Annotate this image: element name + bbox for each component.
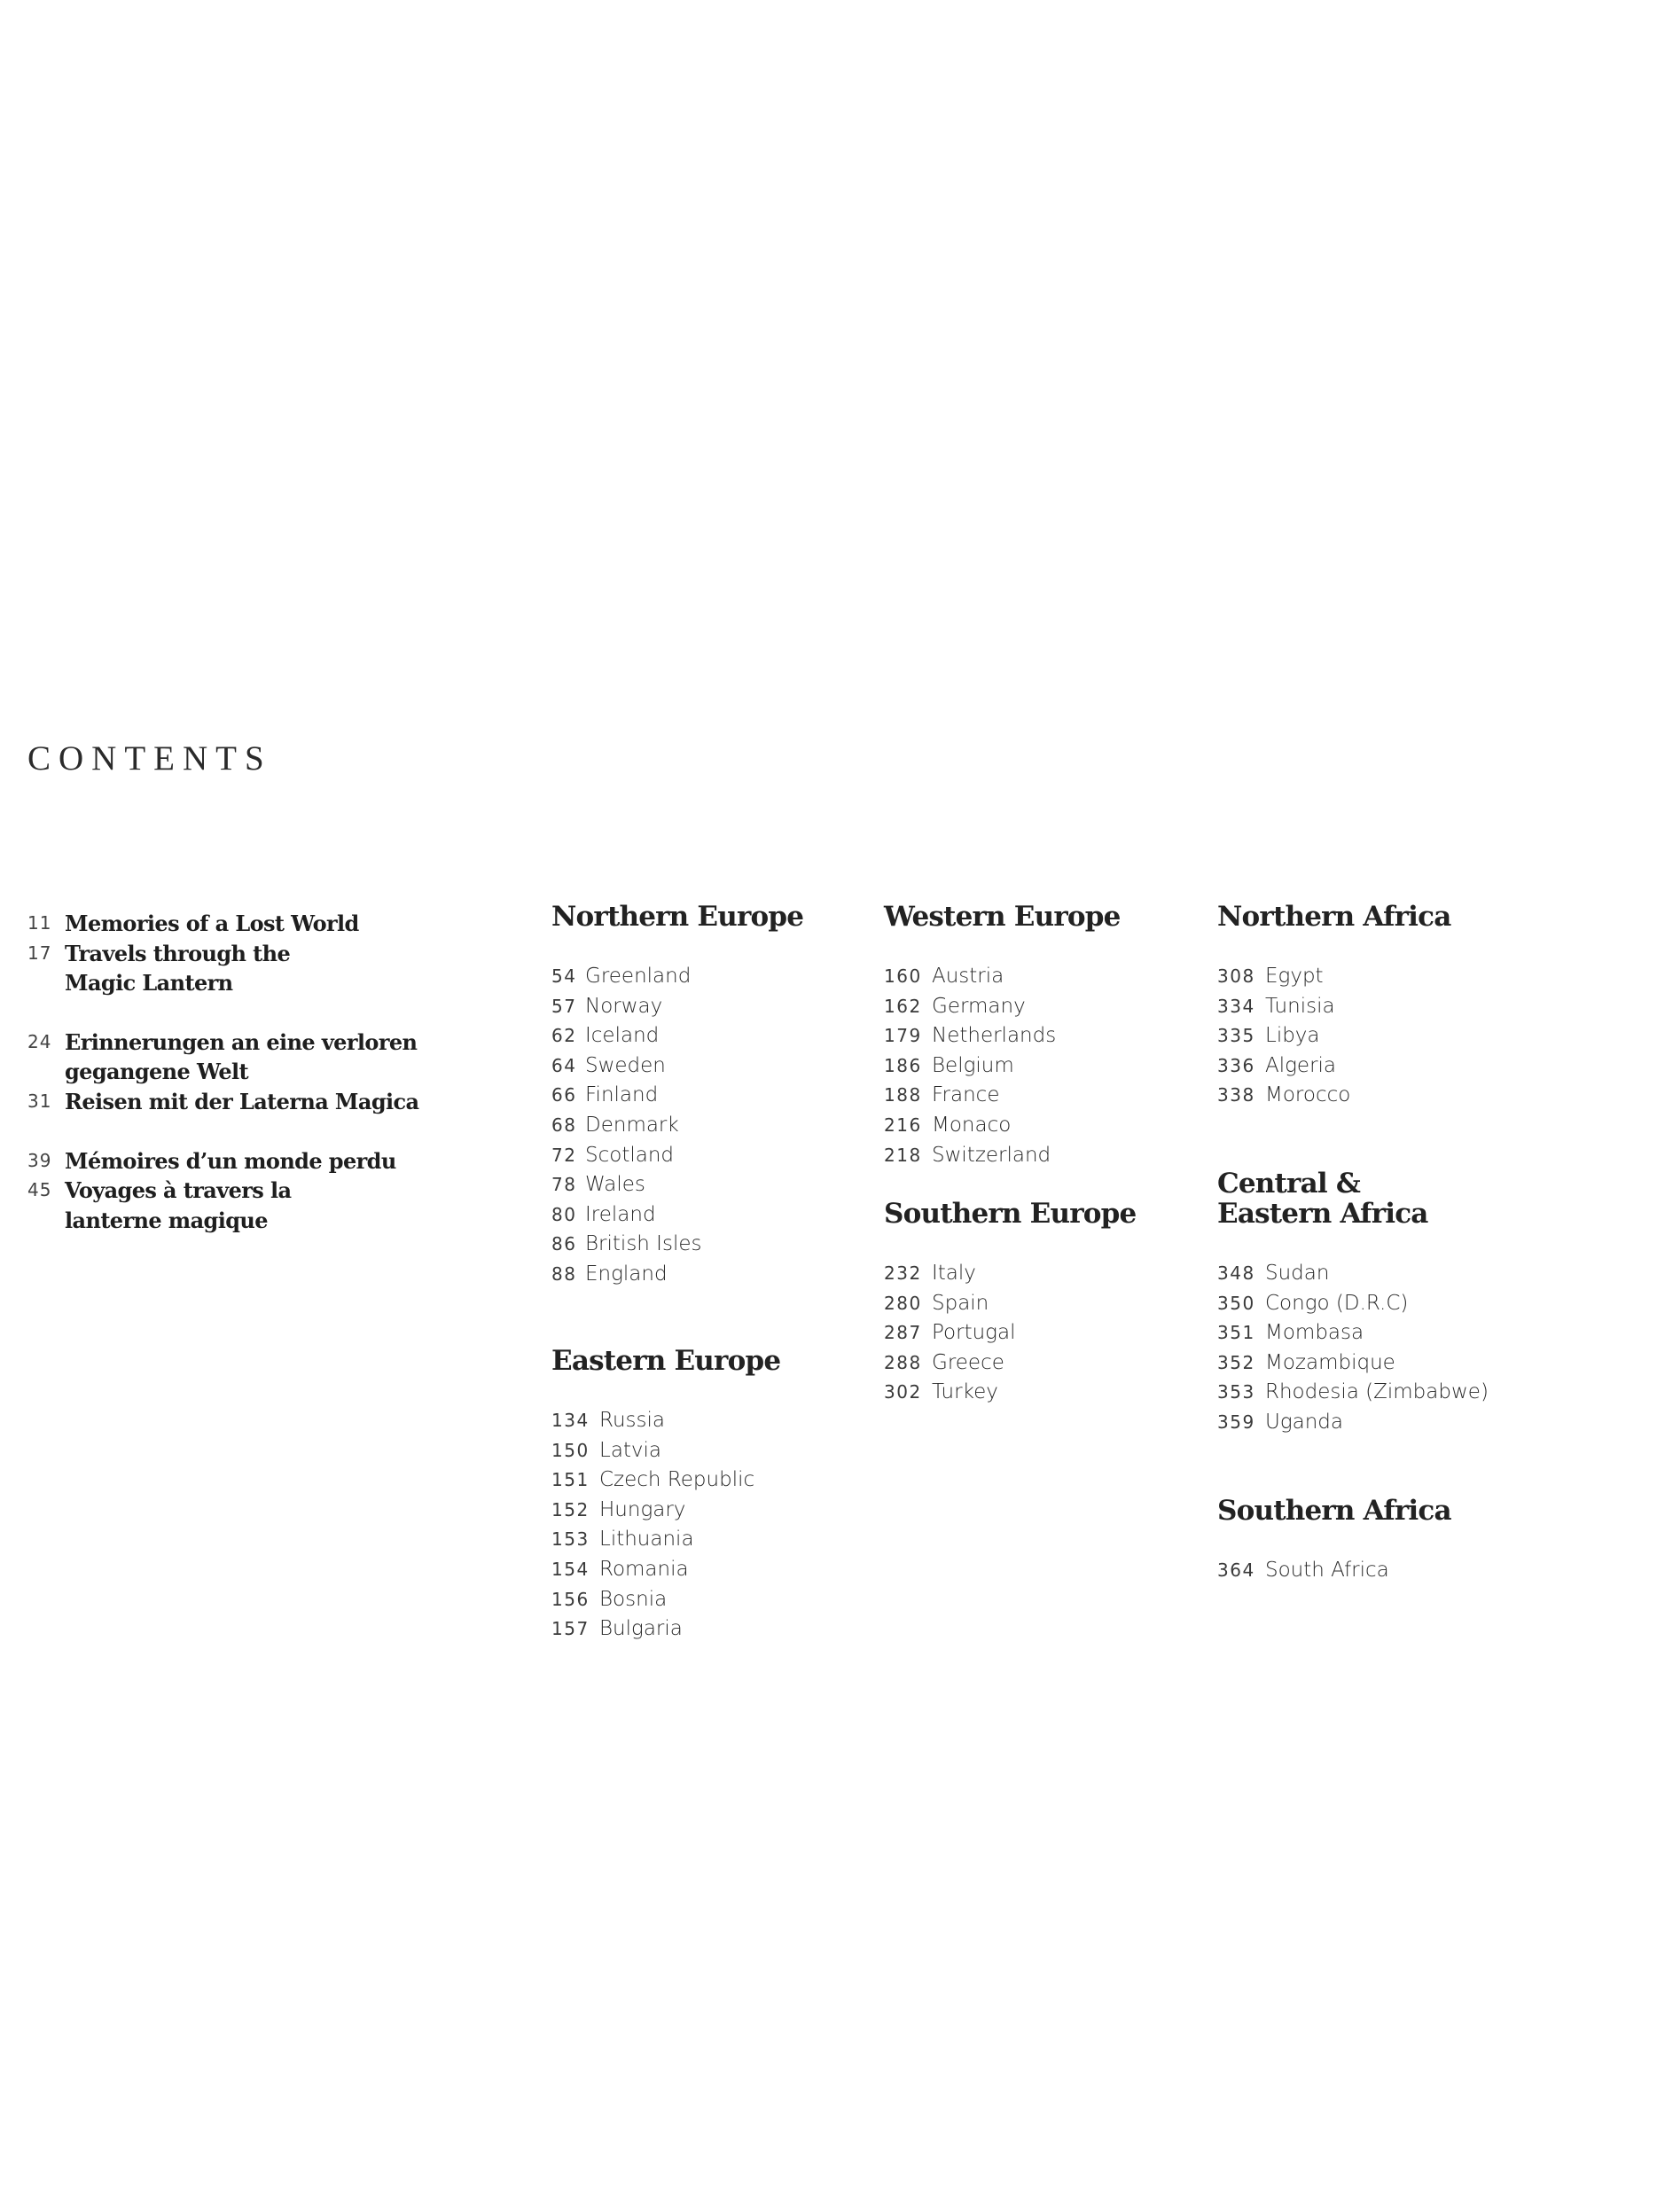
page-number: 334: [1217, 995, 1255, 1017]
list-item[interactable]: [551, 1525, 853, 1555]
page-number: 54: [551, 965, 577, 987]
region-northern-europe: [551, 902, 853, 1290]
list-item[interactable]: [551, 1081, 853, 1111]
list-item[interactable]: [884, 1318, 1185, 1348]
country-name: Egypt: [1265, 965, 1324, 988]
list-item[interactable]: [551, 1436, 853, 1466]
region-heading-line-2: Eastern Africa: [1217, 1198, 1428, 1230]
intro-essays-list: [27, 909, 453, 1264]
list-item[interactable]: [1217, 1408, 1519, 1438]
page-number: 338: [1217, 1084, 1255, 1106]
country-name: British Isles: [585, 1232, 702, 1256]
list-item[interactable]: [1217, 992, 1519, 1022]
country-name: Romania: [599, 1557, 689, 1581]
region-central-eastern-africa: [1217, 1169, 1519, 1438]
page-number: 66: [551, 1084, 577, 1106]
country-name: Rhodesia (Zimbabwe): [1265, 1380, 1489, 1404]
page-number: 156: [551, 1588, 590, 1610]
region-heading: Eastern Europe: [551, 1345, 781, 1377]
country-name: Norway: [585, 994, 663, 1018]
list-item[interactable]: [551, 1406, 853, 1436]
page-title: CONTENTS: [27, 739, 272, 778]
region-eastern-europe: [551, 1346, 853, 1645]
list-item[interactable]: [884, 1378, 1185, 1408]
list-item[interactable]: [1217, 1289, 1519, 1319]
intro-group-english: [27, 909, 453, 998]
list-item[interactable]: [884, 1348, 1185, 1379]
entry-title: Voyages à travers la lanterne magique: [65, 1177, 292, 1233]
region-northern-africa: [1217, 902, 1519, 1111]
list-item[interactable]: [1217, 1378, 1519, 1408]
country-name: Wales: [585, 1173, 645, 1197]
page-number: 216: [884, 1114, 922, 1136]
country-name: Bulgaria: [599, 1617, 683, 1641]
list-item[interactable]: [551, 1585, 853, 1615]
country-name: Greece: [932, 1350, 1004, 1374]
page-number: 218: [884, 1144, 922, 1166]
intro-group-french: [27, 1146, 453, 1236]
list-item[interactable]: [551, 1260, 853, 1290]
country-name: Monaco: [932, 1113, 1012, 1137]
country-name: Turkey: [932, 1380, 998, 1404]
intro-entry[interactable]: [27, 1146, 453, 1176]
list-item[interactable]: [1217, 1318, 1519, 1348]
country-name: Germany: [932, 994, 1026, 1018]
list-item[interactable]: [551, 1496, 853, 1526]
country-name: Sweden: [585, 1053, 666, 1077]
page-number: 11: [27, 912, 52, 934]
page-number: 157: [551, 1618, 590, 1640]
list-item[interactable]: [551, 1170, 853, 1200]
country-name: Scotland: [585, 1143, 674, 1167]
list-item[interactable]: [1217, 1051, 1519, 1082]
country-name: Morocco: [1265, 1083, 1351, 1107]
page-number: 150: [551, 1439, 590, 1461]
country-name: Tunisia: [1265, 994, 1335, 1018]
country-name: Latvia: [599, 1438, 662, 1462]
page-number: 151: [551, 1469, 590, 1491]
page-number: 17: [27, 942, 52, 964]
country-name: England: [585, 1262, 668, 1286]
country-name: Belgium: [932, 1053, 1014, 1077]
country-name: South Africa: [1265, 1559, 1389, 1582]
list-item[interactable]: [551, 1141, 853, 1171]
list-item[interactable]: [884, 992, 1185, 1022]
page-number: 68: [551, 1114, 577, 1136]
list-item[interactable]: [884, 1081, 1185, 1111]
list-item[interactable]: [551, 1614, 853, 1645]
country-name: Ireland: [585, 1202, 656, 1226]
page-number: 308: [1217, 965, 1255, 987]
entry-title: Reisen mit der Laterna Magica: [65, 1088, 419, 1114]
list-item[interactable]: [551, 1200, 853, 1231]
list-item[interactable]: [551, 1021, 853, 1051]
country-name: Bosnia: [599, 1587, 668, 1611]
page-number: 153: [551, 1528, 590, 1551]
list-item[interactable]: [551, 992, 853, 1022]
page-number: 134: [551, 1410, 590, 1431]
page-number: 57: [551, 995, 577, 1017]
page-number: 359: [1217, 1411, 1255, 1433]
region-list: [884, 1259, 1185, 1408]
list-item[interactable]: [551, 1555, 853, 1585]
region-heading: Southern Africa: [1217, 1495, 1451, 1527]
list-item[interactable]: [551, 1051, 853, 1082]
list-item[interactable]: [884, 962, 1185, 992]
country-name: Uganda: [1265, 1410, 1344, 1434]
list-item[interactable]: [884, 1111, 1185, 1141]
entry-title: Mémoires d’un monde perdu: [65, 1147, 396, 1174]
country-name: Russia: [599, 1409, 665, 1432]
country-name: Switzerland: [932, 1143, 1051, 1167]
page-number: 31: [27, 1090, 52, 1112]
country-name: Sudan: [1265, 1262, 1330, 1285]
list-item[interactable]: [1217, 962, 1519, 992]
page-number: 64: [551, 1054, 577, 1076]
list-item[interactable]: [884, 1141, 1185, 1171]
page-number: 78: [551, 1174, 577, 1196]
list-item[interactable]: [1217, 1021, 1519, 1051]
intro-entry[interactable]: [27, 909, 453, 939]
country-name: Austria: [932, 965, 1004, 988]
page-number: 72: [551, 1144, 577, 1166]
list-item[interactable]: [551, 1111, 853, 1141]
page-number: 162: [884, 995, 922, 1017]
country-name: Czech Republic: [599, 1468, 755, 1492]
region-list: [551, 1406, 853, 1645]
list-item[interactable]: [1217, 1081, 1519, 1111]
country-name: Portugal: [932, 1321, 1016, 1345]
country-name: Mombasa: [1265, 1321, 1364, 1345]
page-number: 364: [1217, 1559, 1255, 1581]
list-item[interactable]: [551, 1230, 853, 1260]
page-number: 336: [1217, 1054, 1255, 1076]
region-list: [551, 962, 853, 1290]
country-name: Hungary: [599, 1497, 686, 1521]
country-name: Congo (D.R.C): [1265, 1291, 1409, 1315]
list-item[interactable]: [551, 962, 853, 992]
region-western-europe: [884, 902, 1185, 1170]
region-list: [1217, 962, 1519, 1111]
list-item[interactable]: [884, 1051, 1185, 1082]
country-name: Algeria: [1265, 1053, 1337, 1077]
entry-title: Memories of a Lost World: [65, 911, 359, 936]
country-name: Spain: [932, 1291, 989, 1315]
entry-title: Travels through the Magic Lantern: [65, 940, 291, 997]
page-number: 80: [551, 1203, 577, 1225]
page-number: 45: [27, 1179, 52, 1201]
country-name: Finland: [585, 1083, 659, 1107]
page-number: 62: [551, 1025, 577, 1047]
page-number: 24: [27, 1030, 52, 1052]
country-name: Mozambique: [1265, 1350, 1395, 1374]
page-number: 88: [551, 1262, 577, 1285]
page-number: 351: [1217, 1322, 1255, 1344]
region-heading-line-1: Central &: [1217, 1168, 1361, 1200]
page-number: 152: [551, 1498, 590, 1520]
region-heading: Northern Europe: [551, 901, 804, 933]
list-item[interactable]: [551, 1466, 853, 1496]
page-number: 350: [1217, 1292, 1255, 1314]
list-item[interactable]: [1217, 1348, 1519, 1379]
region-heading: [1217, 1169, 1519, 1229]
list-item[interactable]: [1217, 1556, 1519, 1586]
country-name: Denmark: [585, 1113, 679, 1137]
country-name: Iceland: [585, 1024, 660, 1048]
list-item[interactable]: [884, 1289, 1185, 1319]
entry-title: Erinnerungen an eine verloren gegangene Welt: [65, 1028, 418, 1085]
country-name: Lithuania: [599, 1528, 694, 1552]
page-number: 39: [27, 1149, 52, 1171]
page-number: 353: [1217, 1381, 1255, 1403]
region-southern-europe: [884, 1199, 1185, 1408]
intro-entry[interactable]: [27, 1028, 418, 1087]
region-list: [1217, 1556, 1519, 1586]
page-number: 280: [884, 1292, 922, 1314]
page-number: 186: [884, 1054, 922, 1076]
page-number: 352: [1217, 1351, 1255, 1373]
region-heading: Northern Africa: [1217, 901, 1451, 933]
list-item[interactable]: [884, 1021, 1185, 1051]
country-name: Italy: [932, 1262, 976, 1285]
page-number: 288: [884, 1351, 922, 1373]
country-name: Greenland: [585, 965, 692, 988]
page-number: 188: [884, 1084, 922, 1106]
list-item[interactable]: [1217, 1259, 1519, 1289]
region-southern-africa: [1217, 1496, 1519, 1586]
page-number: 154: [551, 1558, 590, 1580]
page-number: 179: [884, 1025, 922, 1047]
page-number: 335: [1217, 1025, 1255, 1047]
intro-entry[interactable]: [27, 1087, 453, 1117]
page-number: 160: [884, 965, 922, 987]
country-name: France: [932, 1083, 1000, 1107]
region-heading: Southern Europe: [884, 1198, 1137, 1230]
country-name: Netherlands: [932, 1024, 1057, 1048]
page-number: 86: [551, 1233, 577, 1255]
page-number: 302: [884, 1381, 922, 1403]
page-number: 232: [884, 1262, 922, 1284]
intro-entry[interactable]: [27, 1176, 391, 1235]
list-item[interactable]: [884, 1259, 1185, 1289]
region-list: [1217, 1259, 1519, 1438]
region-list: [884, 962, 1185, 1170]
country-name: Libya: [1265, 1024, 1320, 1048]
page-number: 287: [884, 1322, 922, 1344]
intro-entry[interactable]: [27, 939, 320, 998]
page-number: 348: [1217, 1262, 1255, 1284]
intro-group-german: [27, 1028, 453, 1117]
region-heading: Western Europe: [884, 901, 1121, 933]
